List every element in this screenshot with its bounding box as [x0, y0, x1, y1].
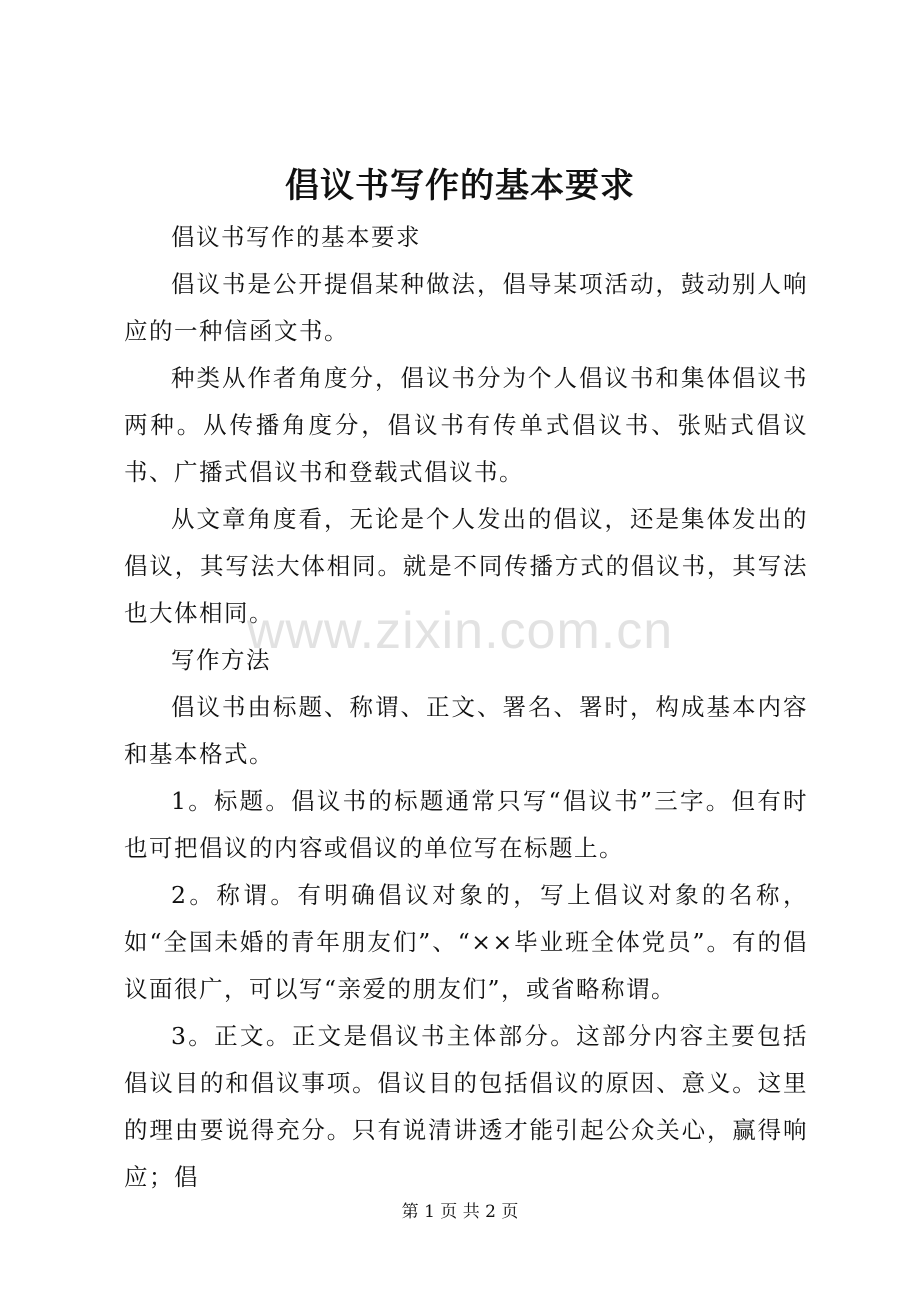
paragraph: 倡议书由标题、称谓、正文、署名、署时，构成基本内容和基本格式。 — [124, 693, 808, 768]
paragraph: 2。称谓。有明确倡议对象的，写上倡议对象的名称，如“全国未婚的青年朋友们”、“××毕业班全体党员”。有的倡议面很广，可以写“亲爱的朋友们”，或省略称谓。 — [124, 881, 808, 1003]
paragraph: 倡议书写作的基本要求 — [171, 223, 421, 251]
paragraph: 3。正文。正文是倡议书主体部分。这部分内容主要包括倡议目的和倡议事项。倡议目的包括倡议的原因、意义。这里的理由要说得充分。只有说清讲透才能引起公众关心，赢得响应；倡 — [124, 1022, 808, 1191]
paragraph: 1。标题。倡议书的标题通常只写“倡议书”三字。但有时也可把倡议的内容或倡议的单位写在标题上。 — [124, 787, 808, 862]
watermark: www.zixin.com.cn — [246, 602, 674, 660]
paragraph: 从文章角度看，无论是个人发出的倡议，还是集体发出的倡议，其写法大体相同。就是不同传播方式的倡议书，其写法也大体相同。 — [124, 505, 808, 627]
paragraph: 写作方法 — [171, 646, 271, 674]
paragraph: 种类从作者角度分，倡议书分为个人倡议书和集体倡议书两种。从传播角度分，倡议书有传单式倡议书、张贴式倡议书、广播式倡议书和登载式倡议书。 — [124, 364, 808, 486]
document-body — [124, 214, 808, 1201]
document-title: 倡议书写作的基本要求 — [285, 166, 635, 206]
page-footer: 第 1 页 共 2 页 — [401, 1202, 519, 1222]
paragraph: 倡议书是公开提倡某种做法，倡导某项活动，鼓动别人响应的一种信函文书。 — [124, 270, 808, 345]
